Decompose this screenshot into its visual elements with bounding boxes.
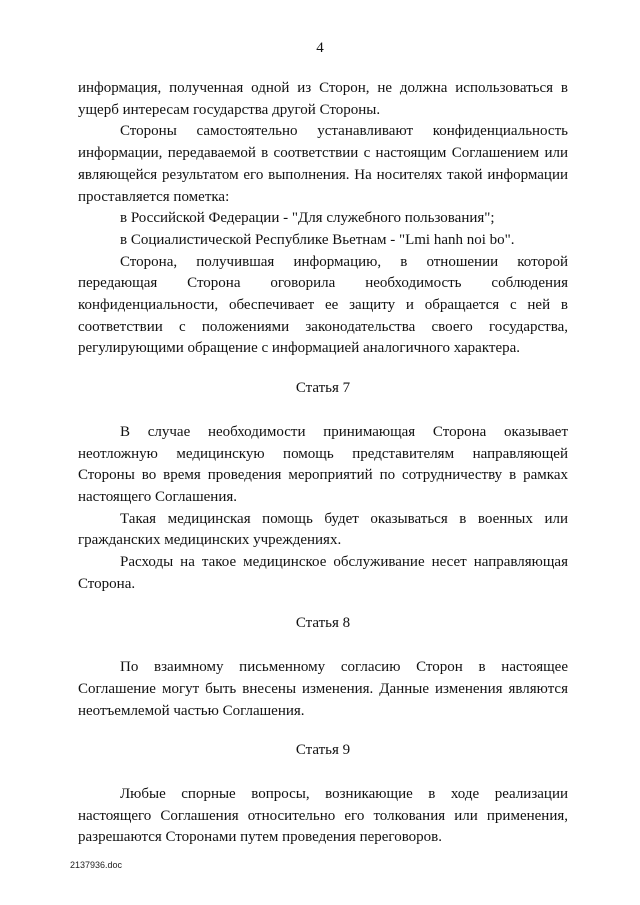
document-body [78,78,568,849]
paragraph: информация, полученная одной из Сторон, не должна использоваться в ущерб интересам государства другой Стороны. [78,80,568,118]
article-8-heading: Статья 8 [295,615,351,632]
paragraph: В случае необходимости принимающая Сторона оказывает неотложную медицинскую помощь представителям направляющей Стороны во время проведения мероприятий по сотрудничеству в рамках настоящего Соглашения. [78,423,568,505]
paragraph: Любые спорные вопросы, возникающие в ходе реализации настоящего Соглашения относительно его толкования или применения, разрешаются Сторонами путем проведения переговоров. [78,785,568,846]
paragraph: Стороны самостоятельно устанавливают конфиденциальность информации, передаваемой в соответствии с настоящим Соглашением или являющейся результатом его выполнения. На носителях такой информации проставляется пометка: [78,123,568,205]
document-filename: 2137936.doc [70,860,123,870]
paragraph: Расходы на такое медицинское обслуживание несет направляющая Сторона. [78,554,568,592]
paragraph: По взаимному письменному согласию Сторон в настоящее Соглашение могут быть внесены изменения. Данные изменения являются неотъемлемой частью Соглашения. [78,659,568,719]
list-item: в Российской Федерации - "Для служебного пользования"; [120,210,495,227]
page-number: 4 [316,40,324,56]
article-9-heading: Статья 9 [295,742,351,759]
list-item: в Социалистической Республике Вьетнам - "Lmi hanh noi bo". [120,231,515,248]
article-7-heading: Статья 7 [295,380,351,397]
paragraph: Сторона, получившая информацию, в отношении которой передающая Сторона оговорила необходимость соблюдения конфиденциальности, обеспечивает ее защиту и обращается с ней в соответствии с положениями законодательства своего государства, регулирующими обращение с информацией аналогичного характера. [78,253,568,357]
paragraph: Такая медицинская помощь будет оказываться в военных или гражданских медицинских учреждениях. [78,510,568,549]
